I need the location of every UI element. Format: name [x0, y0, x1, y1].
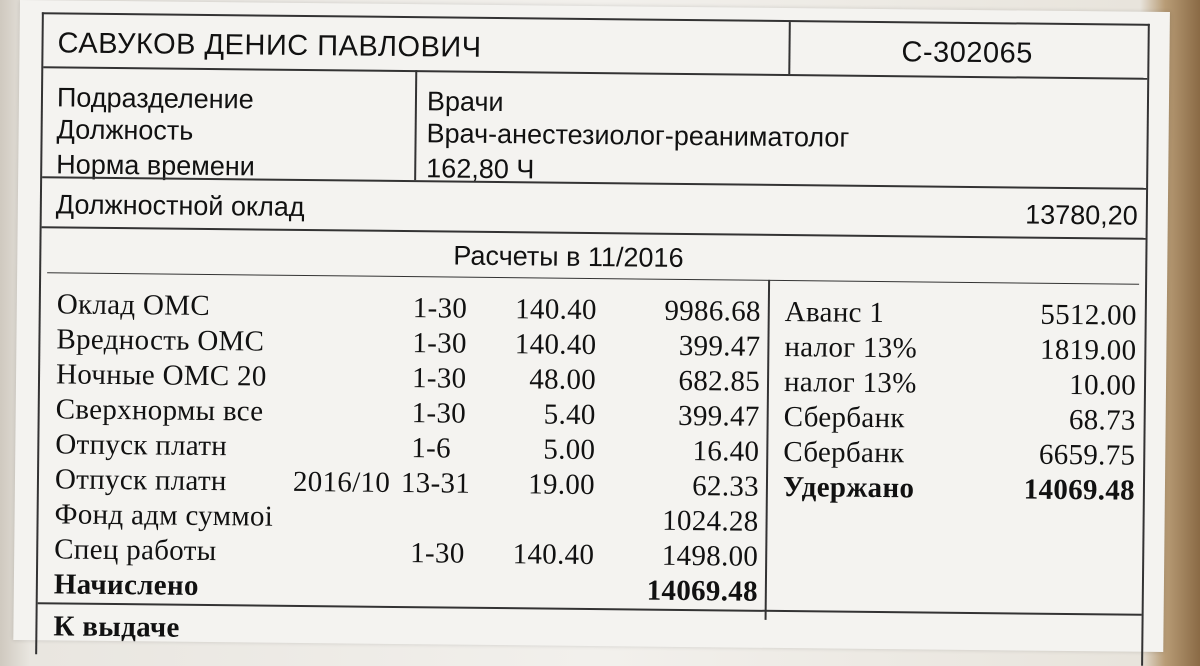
accrual-amount: 682.85	[678, 364, 761, 398]
accrual-name: Вредность ОМС	[56, 323, 265, 358]
info-value-norm: 162,80 Ч	[426, 153, 535, 185]
section-divider	[765, 280, 771, 620]
salary-value: 13780,20	[1025, 199, 1138, 231]
divider	[38, 602, 1142, 616]
employee-name: САВУКОВ ДЕНИС ПАВЛОВИЧ	[57, 27, 482, 64]
deduction-amount: 10.00	[1069, 369, 1137, 402]
deduction-name: Сбербанк	[783, 401, 905, 435]
deducted-total-label: Удержано	[782, 471, 915, 505]
divider	[47, 272, 1139, 284]
accrual-name: Фонд адм суммоі	[54, 498, 274, 533]
accrual-days: 1-6	[411, 432, 452, 465]
accrual-name: Спец работы	[54, 533, 217, 568]
accrual-hours: 140.40	[514, 328, 597, 362]
divider	[42, 226, 1146, 240]
accrual-name: Ночные ОМС 20	[55, 358, 267, 393]
deduction-name: Аванс 1	[784, 296, 885, 330]
accrual-name: Отпуск платн	[55, 428, 228, 463]
accrual-name: Сверхнормы все	[55, 393, 264, 428]
payout-label: К выдаче	[53, 610, 180, 644]
accrual-days: 1-30	[412, 292, 468, 325]
period-title: Расчеты в 11/2016	[453, 240, 684, 273]
accrual-hours: 5.40	[543, 398, 596, 432]
divider	[42, 176, 1146, 190]
salary-label: Должностной оклад	[55, 189, 305, 222]
deducted-total-amount: 14069.48	[1023, 473, 1136, 507]
deduction-amount: 6659.75	[1038, 438, 1136, 472]
accrual-amount: 62.33	[692, 470, 760, 503]
accrual-hours: 19.00	[528, 468, 596, 502]
info-value-department: Врачи	[426, 86, 504, 118]
header-divider	[788, 22, 791, 74]
deduction-name: налог 13%	[783, 366, 917, 400]
accrual-name: Отпуск платн	[54, 463, 227, 498]
payslip-table	[35, 12, 1150, 666]
accrual-days: 1-30	[411, 397, 467, 430]
accrual-amount: 399.47	[678, 329, 761, 363]
accrual-amount: 399.47	[677, 399, 760, 433]
accrual-amount: 1024.28	[662, 504, 759, 538]
deduction-name: налог 13%	[784, 331, 918, 365]
info-label-norm: Норма времени	[56, 149, 255, 182]
accrued-total-label: Начислено	[53, 568, 199, 602]
info-divider	[414, 70, 417, 180]
accrual-amount: 1498.00	[661, 539, 759, 573]
deduction-amount: 68.73	[1068, 404, 1136, 437]
accrual-days: 13-31	[400, 467, 471, 500]
accrual-days: 1-30	[411, 362, 467, 395]
accrual-days: 1-30	[412, 327, 467, 360]
accrual-hours: 140.40	[512, 538, 595, 572]
accrual-hours: 140.40	[515, 293, 597, 327]
accrual-days: 1-30	[410, 537, 465, 570]
accrual-amount: 9986.68	[664, 294, 761, 328]
info-label-department: Подразделение	[56, 82, 254, 115]
payslip-paper	[13, 0, 1170, 652]
accrual-hours: 48.00	[529, 363, 597, 397]
accrual-hours: 5.00	[543, 433, 596, 467]
info-value-position: Врач-анестезиолог-реаниматолог	[426, 118, 850, 153]
accrual-name: Оклад ОМС	[56, 288, 211, 323]
deduction-name: Сбербанк	[783, 436, 905, 470]
info-label-position: Должность	[56, 114, 194, 146]
accrual-amount: 16.40	[692, 435, 760, 468]
deduction-amount: 1819.00	[1039, 333, 1137, 367]
accrued-total-amount: 14069.48	[646, 574, 759, 608]
employee-id: С-302065	[901, 36, 1034, 70]
accrual-period: 2016/10	[292, 465, 391, 499]
deduction-amount: 5512.00	[1040, 298, 1137, 332]
